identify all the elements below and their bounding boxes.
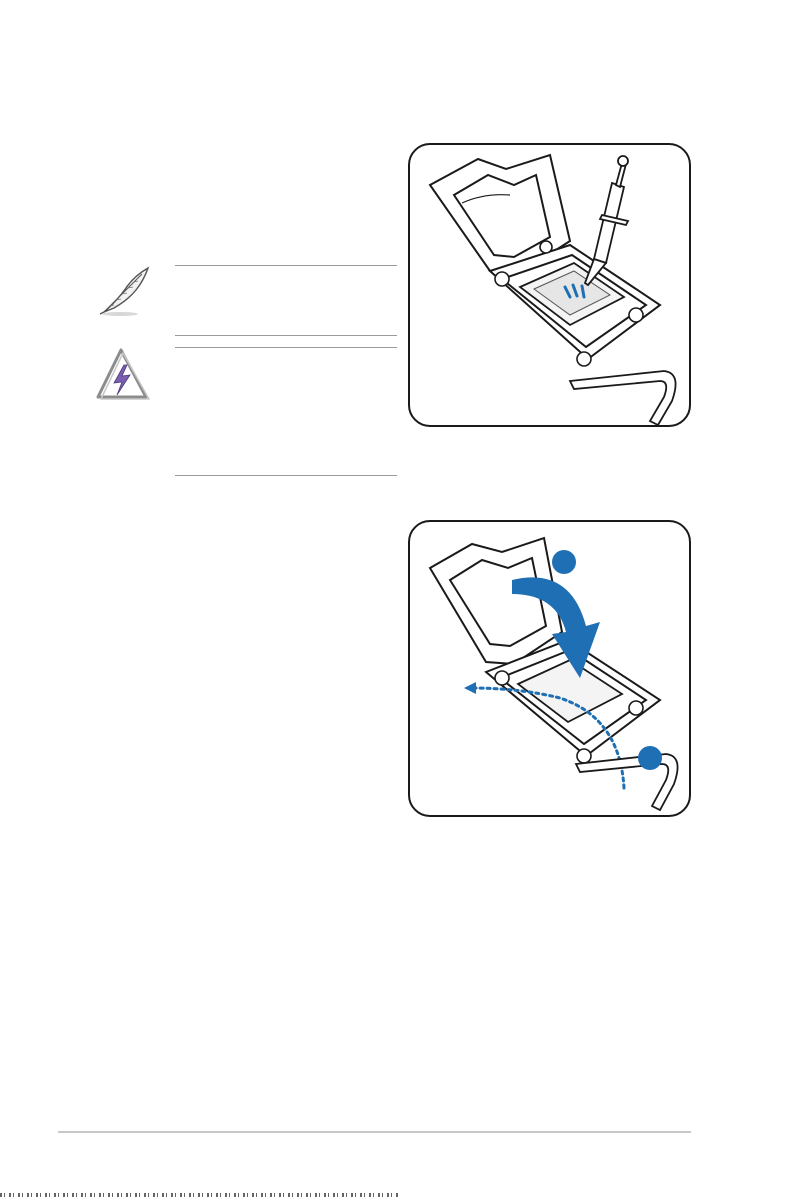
load-plate (430, 538, 562, 664)
warning-bottom-rule (175, 475, 397, 476)
lightning-warning-icon (94, 345, 156, 403)
step-marker-1 (552, 550, 576, 574)
note-top-rule (175, 265, 397, 266)
footer-clipped-text (0, 1193, 400, 1197)
figure-thermal-paste (408, 143, 691, 427)
step-marker-2 (638, 746, 662, 770)
syringe (585, 156, 628, 285)
lever-arm (576, 754, 678, 810)
figure-close-load-plate (408, 520, 691, 817)
warning-top-rule (175, 347, 397, 348)
lever-arm (570, 371, 676, 425)
note-bottom-rule (175, 335, 397, 336)
footer-rule (58, 1131, 691, 1133)
feather-icon (96, 262, 152, 318)
